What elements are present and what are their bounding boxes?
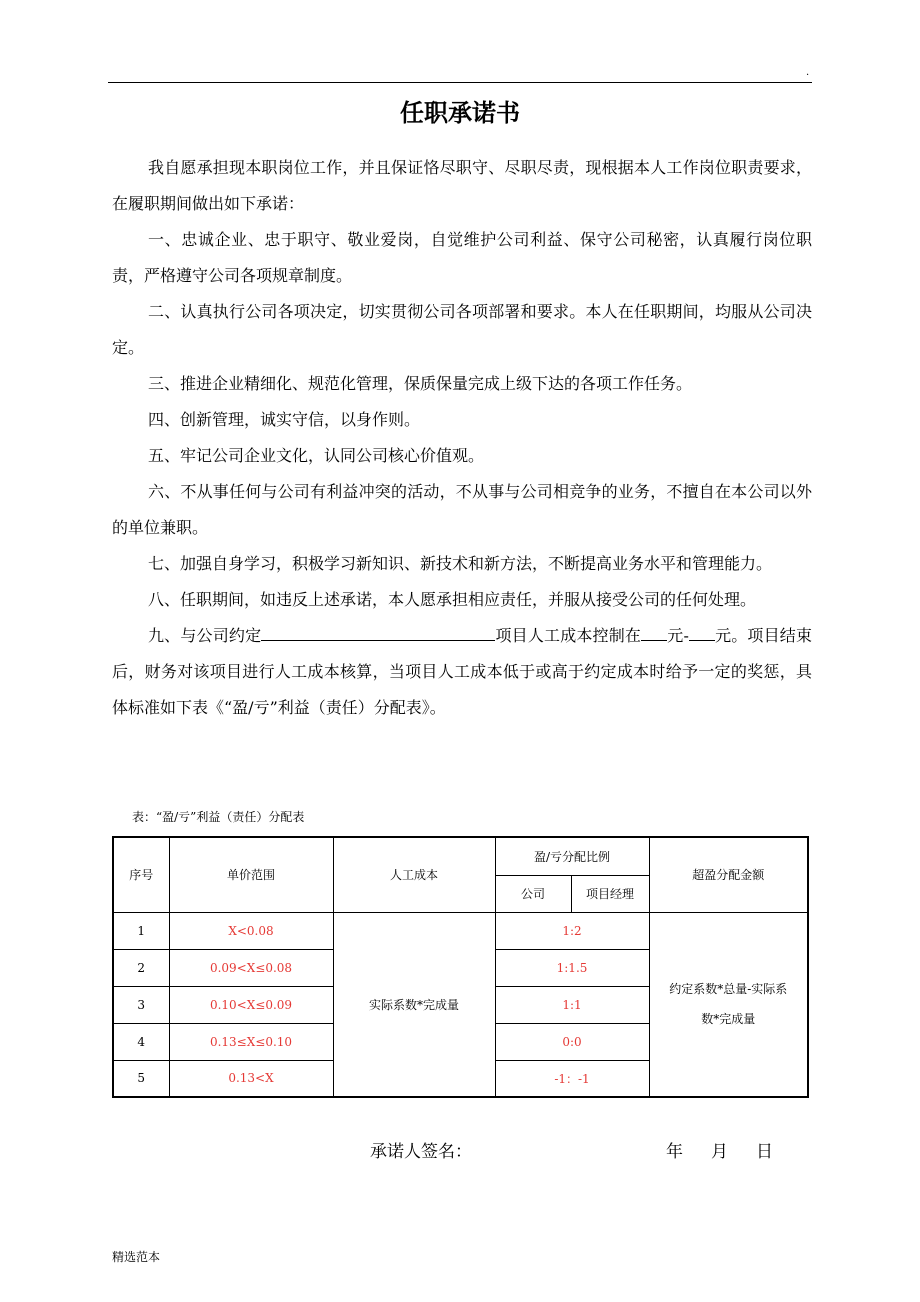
- header-manager: 项目经理: [571, 875, 649, 912]
- row-ratio: 1:1.5: [495, 949, 649, 986]
- header-labor-cost: 人工成本: [333, 837, 495, 912]
- commitment-6: 六、不从事任何与公司有利益冲突的活动，不从事与公司相竞争的业务，不擅自在本公司以外的单位兼职。: [112, 482, 812, 537]
- row-no: 3: [113, 986, 169, 1023]
- row-price-range: 0.09<X≤0.08: [169, 949, 333, 986]
- commitment-4: 四、创新管理，诚实守信，以身作则。: [148, 410, 421, 429]
- document-title: 任职承诺书: [400, 99, 520, 127]
- row-no: 1: [113, 912, 169, 949]
- date-month: 月: [711, 1142, 728, 1162]
- signature-label: 承诺人签名：: [370, 1142, 472, 1162]
- amount-value: [649, 912, 808, 1097]
- row-price-range: X<0.08: [169, 912, 333, 949]
- row-ratio: 1:2: [495, 912, 649, 949]
- agreed-project-blank[interactable]: [261, 623, 495, 641]
- commitment-5: 五、牢记公司企业文化，认同公司核心价值观。: [148, 446, 485, 465]
- commitment-9-part3: 元-: [667, 626, 689, 645]
- amount-value-line1: 约定系数*总量-实际系: [669, 982, 788, 997]
- row-ratio: 1:1: [495, 986, 649, 1023]
- row-ratio: 0:0: [495, 1023, 649, 1060]
- commitment-1: 一、忠诚企业、忠于职守、敬业爱岗，自觉维护公司利益、保守公司秘密，认真履行岗位职责，严格遵守公司各项规章制度。: [112, 230, 812, 285]
- row-price-range: 0.13<X: [169, 1060, 333, 1097]
- header-ratio: 盈/亏分配比例: [495, 837, 649, 875]
- intro-paragraph: 我自愿承担现本职岗位工作，并且保证恪尽职守、尽职尽责，现根据本人工作岗位职责要求，在履职期间做出如下承诺：: [112, 158, 812, 213]
- table-header-row: [113, 837, 808, 875]
- row-ratio: -1：-1: [495, 1060, 649, 1097]
- commitment-9-part1: 九、与公司约定: [148, 626, 262, 645]
- commitment-2: 二、认真执行公司各项决定，切实贯彻公司各项部署和要求。本人在任职期间，均服从公司决定。: [112, 302, 812, 357]
- date-year: 年: [666, 1142, 683, 1162]
- document-body: [112, 150, 812, 726]
- commitment-9-part2: 项目人工成本控制在: [495, 626, 642, 645]
- profit-loss-table: [112, 836, 809, 1098]
- commitment-7: 七、加强自身学习，积极学习新知识、新技术和新方法，不断提高业务水平和管理能力。: [148, 554, 773, 573]
- row-no: 5: [113, 1060, 169, 1097]
- row-no: 2: [113, 949, 169, 986]
- header-no: 序号: [113, 837, 169, 912]
- commitment-9-part4: 元。项目结束后，财务对该项目进行人工成本核算，当项目人工成本低于或高于约定成本时给予一定的奖惩，具体标准如下表《“盈/亏”利益（责任）分配表》。: [112, 626, 812, 717]
- table-row: [113, 912, 808, 949]
- signature-date: [666, 1140, 773, 1164]
- footer-label: 精选范本: [112, 1250, 161, 1264]
- header-price-range: 单价范围: [169, 837, 333, 912]
- commitment-9: [112, 618, 812, 726]
- commitment-8: 八、任职期间，如违反上述承诺，本人愿承担相应责任，并服从接受公司的任何处理。: [148, 590, 757, 609]
- commitment-3: 三、推进企业精细化、规范化管理，保质保量完成上级下达的各项工作任务。: [148, 374, 693, 393]
- header-amount: 超盈分配金额: [649, 837, 808, 912]
- cost-max-blank[interactable]: [689, 623, 715, 641]
- cost-min-blank[interactable]: [641, 623, 667, 641]
- header-company: 公司: [495, 875, 571, 912]
- date-day: 日: [756, 1142, 773, 1162]
- row-price-range: 0.13≤X≤0.10: [169, 1023, 333, 1060]
- amount-value-line2: 数*完成量: [701, 1012, 756, 1027]
- table-caption: 表：“盈/亏”利益（责任）分配表: [132, 810, 305, 824]
- header-rule: [108, 82, 812, 83]
- labor-cost-value: 实际系数*完成量: [333, 912, 495, 1097]
- row-price-range: 0.10<X≤0.09: [169, 986, 333, 1023]
- header-mark: .: [806, 67, 810, 78]
- row-no: 4: [113, 1023, 169, 1060]
